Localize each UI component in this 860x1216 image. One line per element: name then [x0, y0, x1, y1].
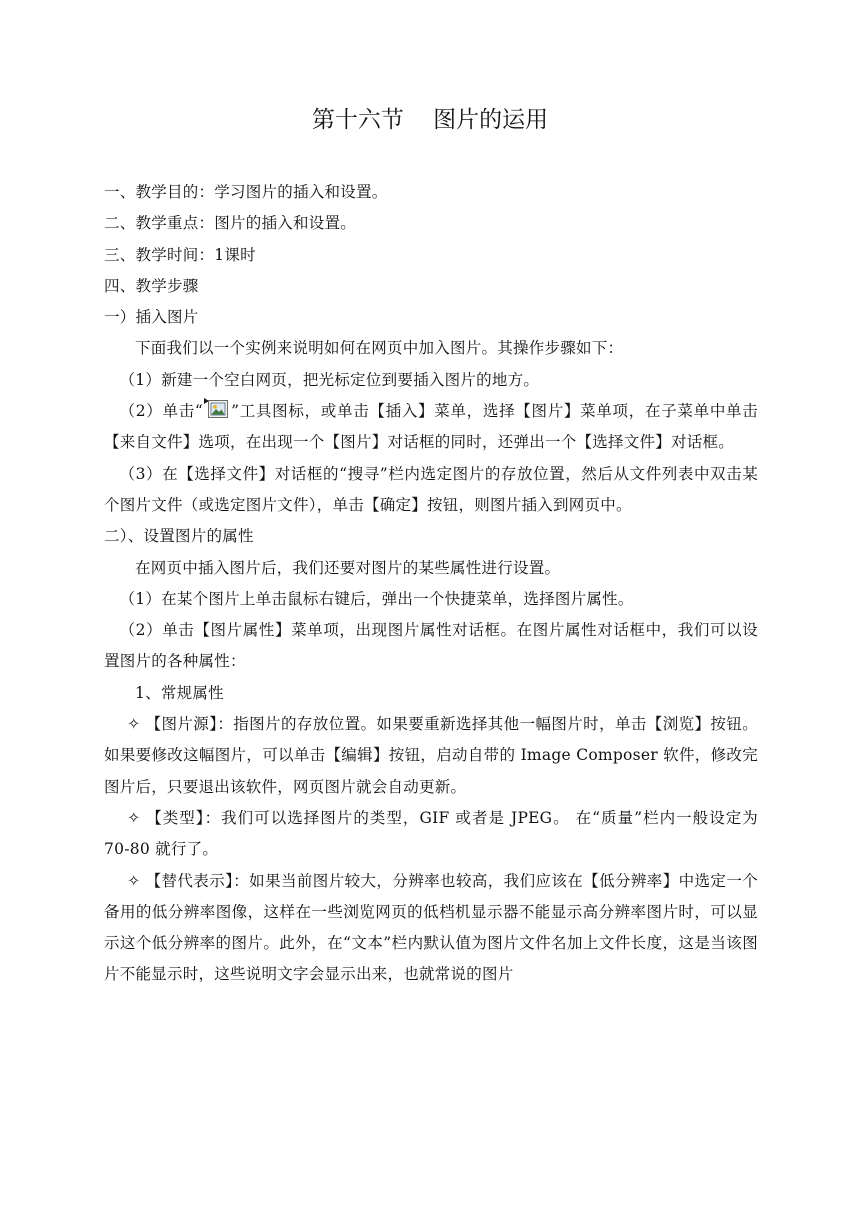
document-body — [104, 177, 758, 991]
section1-step3: （3）在【选择文件】对话框的“搜寻”栏内选定图片的存放位置，然后从文件列表中双击某个图片文件（或选定图片文件），单击【确定】按钮，则图片插入到网页中。 — [104, 464, 758, 514]
focus-line: 二、教学重点：图片的插入和设置。 — [104, 214, 357, 233]
section1-step1: （1）新建一个空白网页，把光标定位到要插入图片的地方。 — [119, 370, 540, 389]
bullet-star-icon: ✧ — [127, 808, 141, 827]
bullet-item-image-source — [104, 709, 758, 803]
steps-heading: 四、教学步骤 — [104, 276, 199, 295]
bullet-star-icon: ✧ — [127, 871, 141, 890]
section1-step2 — [104, 396, 758, 459]
section1-step2-suffix: ”工具图标，或单击【插入】菜单，选择【图片】菜单项，在子菜单中单击【来自文件】选项，在出现一个【图片】对话框的同时，还弹出一个【选择文件】对话框。 — [104, 402, 758, 452]
bullet-item-alternative — [104, 866, 758, 991]
bullet-text: 【替代表示】：如果当前图片较大，分辨率也较高，我们应该在【低分辨率】中选定一个备用的低分辨率图像，这样在一些浏览网页的低档机显示器不能显示高分辨率图片时，可以显示这个低分辨率的图片。此外，在“文本”栏内默认值为图片文件名加上文件长度，这是当该图片不能显示时，这些说明文字会显示出来，也就常说的图片 — [104, 871, 758, 984]
bullet-text: 【类型】：我们可以选择图片的类型，GIF 或者是 JPEG。 在“质量”栏内一般设定为 70-80 就行了。 — [104, 808, 758, 859]
section2-step2: （2）单击【图片属性】菜单项，出现图片属性对话框。在图片属性对话框中，我们可以设置图片的各种属性： — [104, 621, 758, 671]
section1-step2-prefix: （2）单击“ — [119, 402, 204, 421]
section1-heading: 一）插入图片 — [104, 308, 199, 327]
general-properties-heading: 1、常规属性 — [135, 683, 224, 702]
page-title: 第十六节 图片的运用 — [311, 107, 549, 133]
section1-intro: 下面我们以一个实例来说明如何在网页中加入图片。其操作步骤如下： — [135, 339, 624, 358]
bullet-item-type — [104, 803, 758, 866]
section2-intro: 在网页中插入图片后，我们还要对图片的某些属性进行设置。 — [135, 558, 561, 577]
bullet-text: 【图片源】：指图片的存放位置。如果要重新选择其他一幅图片时，单击【浏览】按钮。如果要修改这幅图片，可以单击【编辑】按钮，启动自带的 Image Composer 软件，修改完图片后，只要退出该软件，网页图片就会自动更新。 — [104, 715, 758, 796]
time-line: 三、教学时间：1课时 — [104, 245, 256, 264]
section2-heading: 二）、设置图片的属性 — [104, 527, 254, 546]
insert-picture-icon — [204, 398, 230, 420]
bullet-star-icon: ✧ — [127, 715, 141, 734]
section2-step1: （1）在某个图片上单击鼠标右键后，弹出一个快捷菜单，选择图片属性。 — [119, 589, 634, 608]
goal-line: 一、教学目的：学习图片的插入和设置。 — [104, 183, 388, 201]
